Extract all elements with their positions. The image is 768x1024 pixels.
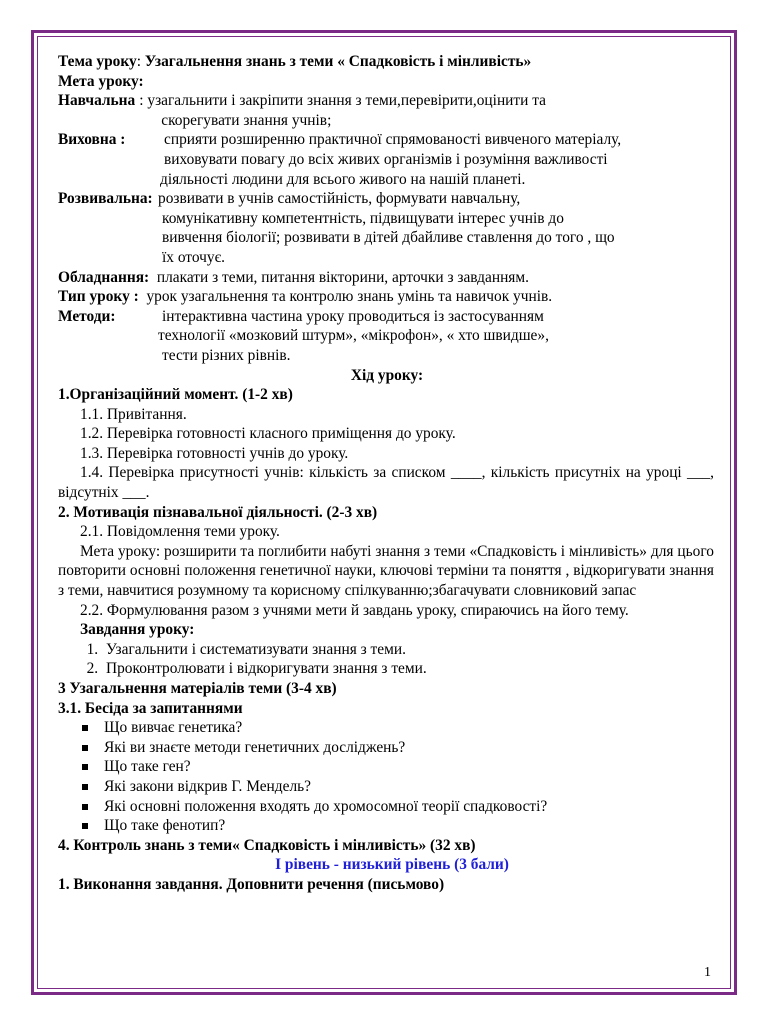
upbringing-goal: [58, 130, 714, 189]
methods-label: Методи:: [58, 307, 116, 325]
equipment-label: Обладнання:: [58, 268, 150, 286]
bullet-square-icon: [82, 823, 88, 829]
course-heading: Хід уроку:: [350, 366, 424, 384]
goal-heading: Мета уроку:: [58, 72, 144, 90]
lesson-type-line: [58, 287, 714, 307]
section2-item: 2.1. Повідомлення теми уроку.: [80, 523, 280, 541]
lesson-type-value: урок узагальнення та контролю знань умінь та навичок учнів.: [146, 288, 553, 306]
developing-line: комунікативну компетентність, підвищувати інтерес учнів до: [162, 209, 564, 227]
section3-subtitle: 3.1. Бесіда за запитаннями: [58, 699, 243, 717]
tasks-list: [58, 640, 714, 679]
educational-goal: [58, 91, 714, 130]
upbringing-line: виховувати повагу до всіх живих організмів і розуміння важливості: [164, 150, 608, 168]
developing-line: розвивати в учнів самостійність, формувати навчальну,: [158, 190, 521, 208]
methods-text-line: інтерактивна частина уроку проводиться із застосуванням: [162, 307, 544, 325]
lesson-type-label: Тип уроку :: [58, 288, 139, 306]
developing-goal: [58, 189, 714, 267]
question-item: Які основні положення входять до хромосомної теорії спадковості?: [58, 797, 714, 817]
section1-item: 1.2. Перевірка готовності класного приміщення до уроку.: [80, 425, 456, 443]
question-item: Що таке ген?: [58, 757, 714, 777]
educational-line: скорегувати знання учнів;: [161, 111, 332, 129]
equipment-line: [58, 268, 714, 288]
developing-line: їх оточує.: [162, 248, 226, 266]
bullet-square-icon: [82, 784, 88, 790]
methods-text-line: тести різних рівнів.: [162, 346, 291, 364]
section2-item: 2.2. Формулювання разом з учнями мети й завдань уроку, спираючись на його тему.: [80, 601, 629, 619]
topic-label: Тема уроку: [58, 53, 137, 70]
developing-line: вивчення біології; розвивати в дітей дбайливе ставлення до того , що: [162, 229, 615, 247]
topic-sep: :: [136, 53, 145, 70]
upbringing-line: діяльності людини для всього живого на нашій планеті.: [160, 170, 526, 188]
topic-line: [58, 52, 714, 72]
educational-label: Навчальна: [58, 92, 136, 110]
level-heading: І рівень - низький рівень (3 бали): [275, 856, 509, 874]
bullet-square-icon: [82, 725, 88, 731]
section3-title: 3 Узагальнення матеріалів теми (3-4 хв): [58, 680, 337, 697]
bullet-square-icon: [82, 804, 88, 810]
section1-title: 1.Організаційний момент. (1-2 хв): [58, 386, 293, 404]
section1-item: 1.3. Перевірка готовності учнів до уроку.: [80, 444, 349, 462]
question-item: Які закони відкрив Г. Мендель?: [58, 777, 714, 797]
bullet-square-icon: [82, 745, 88, 751]
question-item: Які ви знаєте методи генетичних досліджень?: [58, 738, 714, 758]
question-item: Що таке фенотип?: [58, 816, 714, 836]
bullet-square-icon: [82, 764, 88, 770]
developing-label: Розвивальна:: [58, 190, 153, 208]
methods-text-line: технології «мозковий штурм», «мікрофон», « хто швидше»,: [158, 327, 549, 345]
section2-title: 2. Мотивація пізнавальної діяльності. (2-3 хв): [58, 503, 378, 521]
tasks-heading: Завдання уроку:: [80, 621, 195, 639]
topic-value: Узагальнення знань з теми « Спадковість і мінливість»: [144, 53, 532, 70]
upbringing-label: Виховна :: [58, 131, 126, 149]
lesson-plan: [58, 52, 714, 895]
section4-title: 4. Контроль знань з теми« Спадковість і мінливість» (32 хв): [58, 836, 476, 854]
page-number: 1: [704, 965, 711, 980]
task1-heading: 1. Виконання завдання. Доповнити речення (письмово): [58, 875, 445, 893]
section1-item-attendance: 1.4. Перевірка присутності учнів: кількість за списком ____, кількість присутніх на уроці ___, відсутніх ___.: [58, 464, 714, 502]
methods-line: [58, 307, 714, 366]
upbringing-line: сприяти розширенню практичної спрямованості вивченого матеріалу,: [164, 131, 622, 149]
section2-goal-paragraph: Мета уроку: розширити та поглибити набуті знання з теми «Спадковість і мінливість» для цього повторити основні положення генетичної науки, ключові терміни та поняття , відкоригувати знання з теми, навчитися розумному та корисному спілкуванню;збагачувати словниковий запас: [58, 542, 714, 600]
section1-item: 1.1. Привітання.: [80, 405, 187, 423]
task-item: 2. Проконтролювати і відкоригувати знання з теми.: [102, 659, 714, 679]
question-item: Що вивчає генетика?: [58, 718, 714, 738]
task-item: 1. Узагальнити і систематизувати знання з теми.: [102, 640, 714, 660]
educational-line: : узагальнити і закріпити знання з теми,перевірити,оцінити та: [139, 92, 546, 110]
questions-list: [58, 718, 714, 836]
equipment-value: плакати з теми, питання вікторини, арточки з завданням.: [156, 268, 529, 286]
